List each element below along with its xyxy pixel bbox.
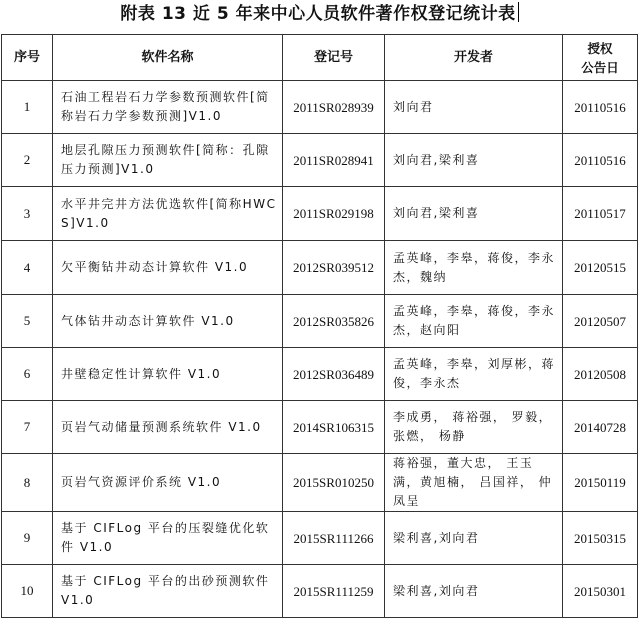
cell-no: [2, 241, 53, 295]
cell-no: [2, 81, 53, 134]
cell-name-text: 井壁稳定性计算软件 V1.0: [61, 366, 222, 381]
cell-no-text: 8: [23, 474, 31, 490]
cell-no: [2, 134, 53, 187]
cell-name: [53, 348, 283, 401]
cell-reg: 2011SR028941: [283, 134, 385, 187]
cell-reg: 2011SR029198: [283, 187, 385, 241]
cell-dev: 刘向君: [385, 81, 563, 134]
text-cursor: [518, 2, 519, 22]
cell-reg: 2015SR111259: [283, 565, 385, 618]
cell-dev: 梁利喜,刘向君: [385, 512, 563, 565]
table-row: [2, 454, 638, 512]
cell-date: 20110516: [563, 81, 638, 134]
cell-no: [2, 454, 53, 512]
document-title-text: 附表 13 近 5 年来中心人员软件著作权登记统计表: [120, 4, 516, 24]
cell-reg: 2012SR039512: [283, 241, 385, 295]
cell-dev: 刘向君,梁利喜: [385, 134, 563, 187]
table-row: [2, 81, 638, 134]
cell-date: 20110516: [563, 134, 638, 187]
cell-date: 20140728: [563, 401, 638, 454]
table-row: [2, 134, 638, 187]
cell-name: [53, 401, 283, 454]
cell-no-text: 6: [23, 366, 31, 381]
cell-dev: 刘向君,梁利喜: [385, 187, 563, 241]
table-header-row: [2, 35, 638, 81]
cell-date: 20120515: [563, 241, 638, 295]
document-title: [0, 0, 639, 34]
cell-dev: 孟英峰，李皋，刘厚彬，蒋俊，李永杰: [385, 348, 563, 401]
cell-name: [53, 565, 283, 618]
cell-date: 20110517: [563, 187, 638, 241]
cell-name-text: 基于 CIFLog 平台的压裂缝优化软件 V1.0: [61, 521, 270, 554]
cell-reg: 2011SR028939: [283, 81, 385, 134]
cell-no: [2, 187, 53, 241]
cell-reg: 2012SR035826: [283, 295, 385, 348]
cell-name-text: 基于 CIFLog 平台的出砂预测软件 V1.0: [61, 574, 270, 607]
cell-date: 20120507: [563, 295, 638, 348]
table-row: [2, 512, 638, 565]
cell-name-text: 石油工程岩石力学参数预测软件[简称岩石力学参数预测]V1.0: [61, 90, 270, 123]
cell-no-text: 3: [23, 205, 31, 221]
cell-no: [2, 565, 53, 618]
header-date-line2: 公告日: [581, 59, 619, 75]
cell-date: 20150119: [563, 454, 638, 512]
cell-no-text: 4: [23, 259, 31, 275]
software-copyright-table: [1, 34, 638, 618]
cell-no-text: 1: [23, 99, 31, 114]
header-no: 序号: [2, 35, 53, 81]
cell-name-text: 气体钻井动态计算软件 V1.0: [61, 313, 235, 328]
cell-name: [53, 187, 283, 241]
cell-no-text: 5: [23, 313, 31, 328]
cell-dev: 蒋裕强，董大忠， 王玉满，黄旭楠， 吕国祥， 仲凤呈: [385, 454, 563, 512]
cell-reg: 2014SR106315: [283, 401, 385, 454]
table-row: [2, 348, 638, 401]
cell-no-text: 7: [23, 419, 31, 434]
cell-no: [2, 295, 53, 348]
cell-no-text: 2: [23, 152, 31, 167]
cell-no: [2, 348, 53, 401]
cell-name-text: 欠平衡钻井动态计算软件 V1.0: [61, 260, 249, 274]
cell-no: [2, 401, 53, 454]
table-row: [2, 295, 638, 348]
cell-name: [53, 134, 283, 187]
cell-date: 20120508: [563, 348, 638, 401]
cell-reg: 2015SR010250: [283, 454, 385, 512]
cell-name-text: 页岩气动储量预测系统软件 V1.0: [61, 419, 262, 434]
header-name: 软件名称: [53, 35, 283, 81]
cell-dev: 李成勇， 蒋裕强， 罗毅，张燃， 杨静: [385, 401, 563, 454]
cell-name-text: 水平井完井方法优选软件[简称HWCS]V1.0: [61, 196, 277, 230]
cell-name-text: 页岩气资源评价系统 V1.0: [61, 475, 222, 489]
cell-date: 20150315: [563, 512, 638, 565]
cell-name: [53, 295, 283, 348]
cell-no-text: 10: [20, 583, 34, 598]
cell-name: [53, 81, 283, 134]
cell-no-text: 9: [23, 530, 31, 545]
header-reg: 登记号: [283, 35, 385, 81]
header-date: [563, 35, 638, 81]
header-date-line1: 授权: [587, 40, 613, 56]
table-row: [2, 401, 638, 454]
table-row: [2, 187, 638, 241]
cell-name: [53, 454, 283, 512]
table-row: [2, 565, 638, 618]
cell-name: [53, 241, 283, 295]
cell-name: [53, 512, 283, 565]
cell-date: 20150301: [563, 565, 638, 618]
cell-dev: 孟英峰，李皋，蒋俊，李永杰，赵向阳: [385, 295, 563, 348]
cell-no: [2, 512, 53, 565]
cell-reg: 2015SR111266: [283, 512, 385, 565]
header-dev: 开发者: [385, 35, 563, 81]
cell-dev: 梁利喜,刘向君: [385, 565, 563, 618]
cell-dev: 孟英峰，李皋，蒋俊，李永杰，魏纳: [385, 241, 563, 295]
cell-reg: 2012SR036489: [283, 348, 385, 401]
cell-name-text: 地层孔隙压力预测软件[简称：孔隙压力预测]V1.0: [61, 143, 270, 176]
table-row: [2, 241, 638, 295]
